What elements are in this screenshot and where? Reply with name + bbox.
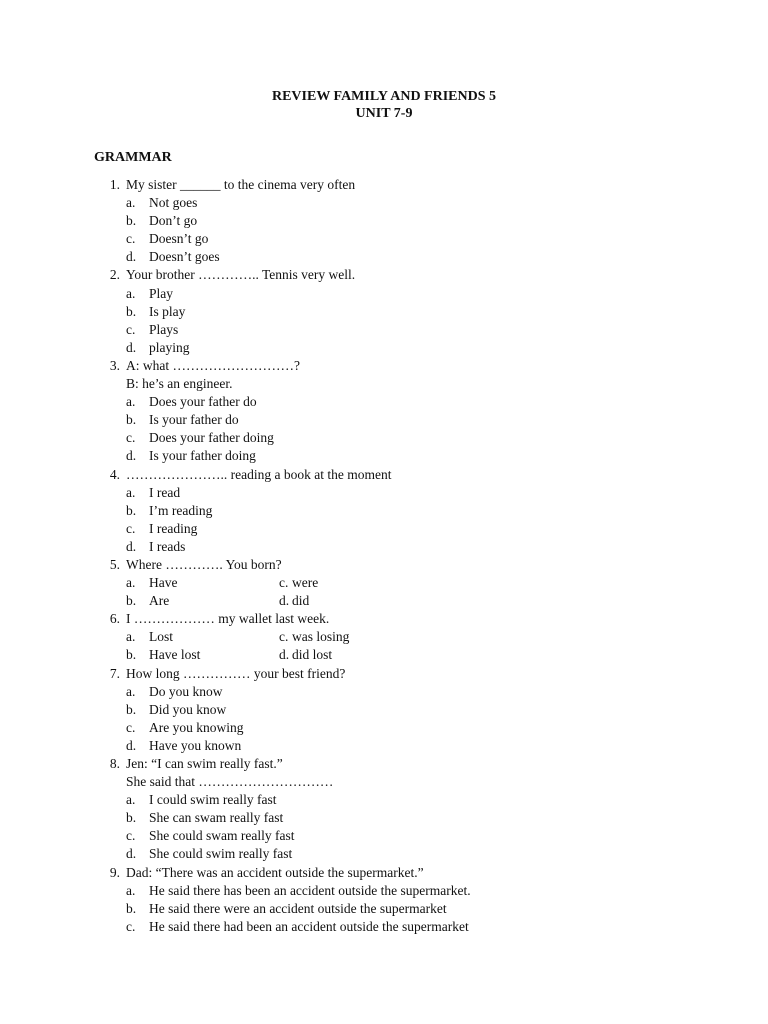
- question-subline-text: She said that …………………………: [126, 774, 334, 790]
- option-letter: d.: [279, 647, 290, 663]
- answer-option: [0, 683, 768, 701]
- answer-option: [0, 701, 768, 719]
- option-letter: c.: [126, 231, 136, 247]
- option-text: Is your father do: [149, 412, 239, 428]
- option-letter: d.: [126, 538, 137, 554]
- option-letter: a.: [126, 394, 136, 410]
- option-text: I read: [149, 484, 181, 500]
- option-letter: d.: [126, 448, 137, 464]
- option-letter: b.: [126, 502, 137, 518]
- option-text: did: [292, 593, 310, 609]
- option-text: I reading: [149, 520, 198, 536]
- option-text: She could swim really fast: [149, 846, 293, 862]
- option-letter: b.: [126, 701, 137, 717]
- option-text: He said there has been an accident outside the supermarket.: [149, 882, 471, 898]
- question-3: [0, 357, 768, 375]
- question-subline: [0, 773, 768, 791]
- option-letter: d.: [279, 593, 290, 609]
- option-letter: c.: [126, 918, 136, 934]
- option-letter: b.: [126, 900, 137, 916]
- answer-option: [0, 230, 768, 248]
- option-letter: c.: [126, 719, 136, 735]
- answer-option: [0, 447, 768, 465]
- option-text: She could swam really fast: [149, 828, 295, 844]
- question-subline: [0, 375, 768, 393]
- option-text: did lost: [292, 647, 333, 663]
- question-number: 8.: [109, 756, 120, 771]
- option-text: Did you know: [149, 701, 227, 717]
- answer-option-pair: [0, 646, 768, 664]
- option-letter: b.: [126, 593, 137, 609]
- option-letter: a.: [126, 882, 136, 898]
- option-letter: c.: [126, 828, 136, 844]
- question-number: 6.: [109, 611, 120, 627]
- option-text: was losing: [292, 629, 350, 645]
- question-prompt: My sister ______ to the cinema very often: [126, 177, 356, 192]
- answer-option: [0, 737, 768, 755]
- option-text: I’m reading: [149, 502, 213, 518]
- option-letter: c.: [126, 520, 136, 536]
- answer-option: [0, 502, 768, 520]
- option-letter: b.: [126, 303, 137, 319]
- option-letter: b.: [126, 412, 137, 428]
- answer-option: [0, 791, 768, 809]
- answer-option: [0, 429, 768, 447]
- option-letter: a.: [126, 683, 136, 699]
- option-letter: a.: [126, 195, 136, 211]
- answer-option: [0, 194, 768, 212]
- document-title: [0, 88, 768, 122]
- option-letter: d.: [126, 249, 137, 265]
- answer-option: [0, 248, 768, 266]
- answer-option: [0, 900, 768, 918]
- question-prompt: I ……………… my wallet last week.: [126, 611, 330, 627]
- option-text: I could swim really fast: [149, 792, 277, 808]
- title-line-1: REVIEW FAMILY AND FRIENDS 5: [271, 89, 497, 104]
- option-letter: d.: [126, 737, 137, 753]
- option-text: Are: [149, 593, 170, 609]
- answer-option: [0, 538, 768, 556]
- answer-option: [0, 285, 768, 303]
- option-text: Have lost: [149, 647, 201, 663]
- question-number: 7.: [109, 665, 120, 681]
- option-text: Is play: [149, 303, 186, 319]
- option-text: She can swam really fast: [149, 810, 284, 826]
- option-letter: c.: [126, 321, 136, 337]
- answer-option: [0, 845, 768, 863]
- option-text: Are you knowing: [149, 719, 244, 735]
- question-prompt: Jen: “I can swim really fast.”: [126, 756, 283, 771]
- question-prompt: Dad: “There was an accident outside the supermarket.”: [126, 864, 424, 880]
- answer-option: [0, 484, 768, 502]
- question-9: [0, 864, 768, 882]
- question-8: [0, 755, 768, 773]
- option-text: Have you known: [149, 737, 242, 753]
- section-heading: GRAMMAR: [94, 150, 172, 165]
- option-letter: b.: [126, 213, 137, 229]
- answer-option: [0, 339, 768, 357]
- option-text: Don’t go: [149, 213, 198, 229]
- question-prompt: Your brother ………….. Tennis very well.: [126, 267, 356, 283]
- option-text: Doesn’t goes: [149, 249, 220, 265]
- answer-option: [0, 719, 768, 737]
- title-line-2: UNIT 7-9: [355, 106, 413, 121]
- answer-option-pair: [0, 592, 768, 610]
- question-number: 2.: [109, 267, 120, 283]
- question-2: [0, 266, 768, 284]
- question-prompt: Where …………. You born?: [126, 556, 282, 572]
- answer-option: [0, 809, 768, 827]
- answer-option: [0, 918, 768, 936]
- option-text: Does your father do: [149, 394, 257, 410]
- answer-option: [0, 321, 768, 339]
- option-letter: d.: [126, 846, 137, 862]
- question-1: [0, 176, 768, 194]
- question-prompt: A: what ………………………?: [126, 357, 300, 373]
- answer-option: [0, 212, 768, 230]
- option-letter: a.: [126, 792, 136, 808]
- question-number: 1.: [109, 177, 120, 192]
- option-text: Plays: [149, 321, 179, 337]
- option-text: Not goes: [149, 195, 198, 211]
- question-number: 3.: [109, 357, 120, 373]
- option-text: Lost: [149, 629, 174, 645]
- answer-option: [0, 411, 768, 429]
- question-prompt: How long …………… your best friend?: [126, 665, 346, 681]
- option-text: Do you know: [149, 683, 223, 699]
- option-letter: a.: [126, 484, 136, 500]
- option-text: playing: [149, 339, 190, 355]
- question-number: 5.: [109, 556, 120, 572]
- question-subline-text: B: he’s an engineer.: [126, 376, 233, 392]
- option-text: Is your father doing: [149, 448, 256, 464]
- option-text: He said there had been an accident outside the supermarket: [149, 918, 469, 934]
- answer-option-pair: [0, 574, 768, 592]
- answer-option: [0, 827, 768, 845]
- answer-option: [0, 393, 768, 411]
- question-list: [0, 176, 768, 936]
- option-letter: c.: [279, 629, 289, 645]
- option-text: Doesn’t go: [149, 231, 209, 247]
- question-4: [0, 466, 768, 484]
- option-letter: c.: [279, 575, 289, 591]
- option-letter: a.: [126, 629, 136, 645]
- answer-option: [0, 520, 768, 538]
- question-prompt: ………………….. reading a book at the moment: [126, 466, 392, 482]
- option-text: He said there were an accident outside the supermarket: [149, 900, 447, 916]
- option-letter: c.: [126, 430, 136, 446]
- answer-option-pair: [0, 628, 768, 646]
- option-letter: b.: [126, 810, 137, 826]
- option-letter: b.: [126, 647, 137, 663]
- option-text: Play: [149, 285, 174, 301]
- question-5: [0, 556, 768, 574]
- option-text: Does your father doing: [149, 430, 274, 446]
- option-text: were: [292, 575, 319, 591]
- option-letter: a.: [126, 575, 136, 591]
- option-text: Have: [149, 575, 178, 591]
- option-text: I reads: [149, 538, 186, 554]
- answer-option: [0, 882, 768, 900]
- question-number: 9.: [109, 864, 120, 880]
- question-number: 4.: [109, 466, 120, 482]
- answer-option: [0, 303, 768, 321]
- question-7: [0, 665, 768, 683]
- option-letter: d.: [126, 339, 137, 355]
- question-6: [0, 610, 768, 628]
- option-letter: a.: [126, 285, 136, 301]
